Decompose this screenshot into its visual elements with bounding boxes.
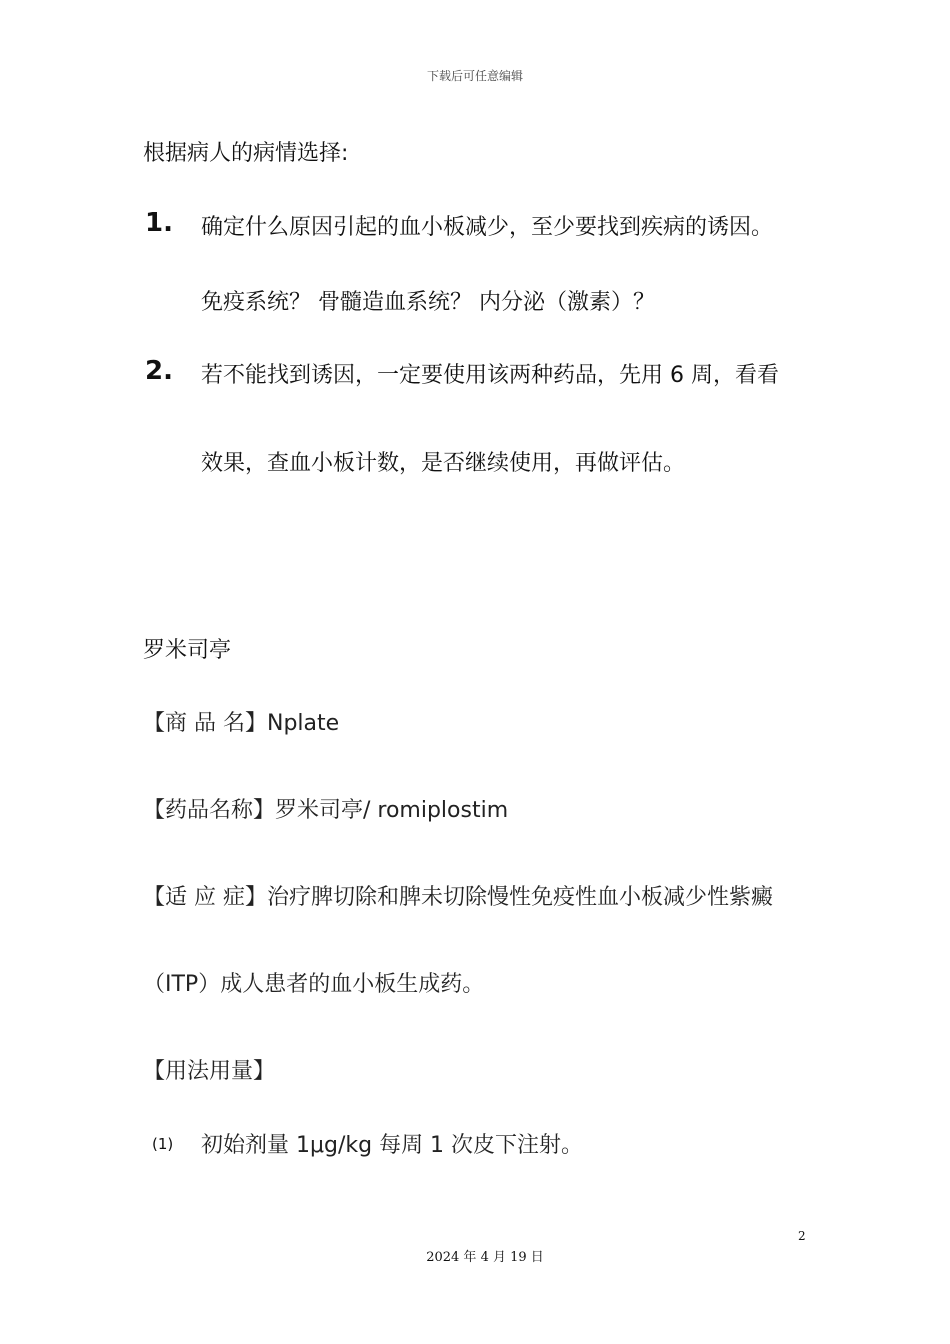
drug-title: 罗米司亭 <box>143 638 232 663</box>
dosage-item-number: (1) <box>152 1135 174 1153</box>
item-2-line-2: 效果，查血小板计数，是否继续使用，再做评估。 <box>201 451 686 476</box>
page-number: 2 <box>798 1229 806 1243</box>
item-1-line-2: 免疫系统？ 骨髓造血系统？ 内分泌（激素）？ <box>201 290 655 315</box>
item-1-number: 1. <box>145 208 173 238</box>
field-dosage-heading: 【用法用量】 <box>143 1059 276 1084</box>
header-note: 下载后可任意编辑 <box>426 69 523 83</box>
dosage-item-text: 初始剂量 1μg/kg 每周 1 次皮下注射。 <box>201 1133 584 1158</box>
field-indication: 【适 应 症】治疗脾切除和脾未切除慢性免疫性血小板减少性紫癜 <box>143 885 773 910</box>
field-drug-name: 【药品名称】罗米司亭/ romiplostim <box>143 798 509 823</box>
field-trade-name: 【商 品 名】Nplate <box>143 711 340 736</box>
footer-date: 2024 年 4 月 19 日 <box>426 1250 544 1265</box>
intro-heading: 根据病人的病情选择: <box>143 141 349 166</box>
item-1-line-1: 确定什么原因引起的血小板减少，至少要找到疾病的诱因。 <box>201 215 774 240</box>
item-2-number: 2. <box>145 356 173 386</box>
item-2-line-1: 若不能找到诱因，一定要使用该两种药品，先用 6 周，看看 <box>201 363 779 388</box>
field-indication-cont: （ITP）成人患者的血小板生成药。 <box>143 972 485 997</box>
